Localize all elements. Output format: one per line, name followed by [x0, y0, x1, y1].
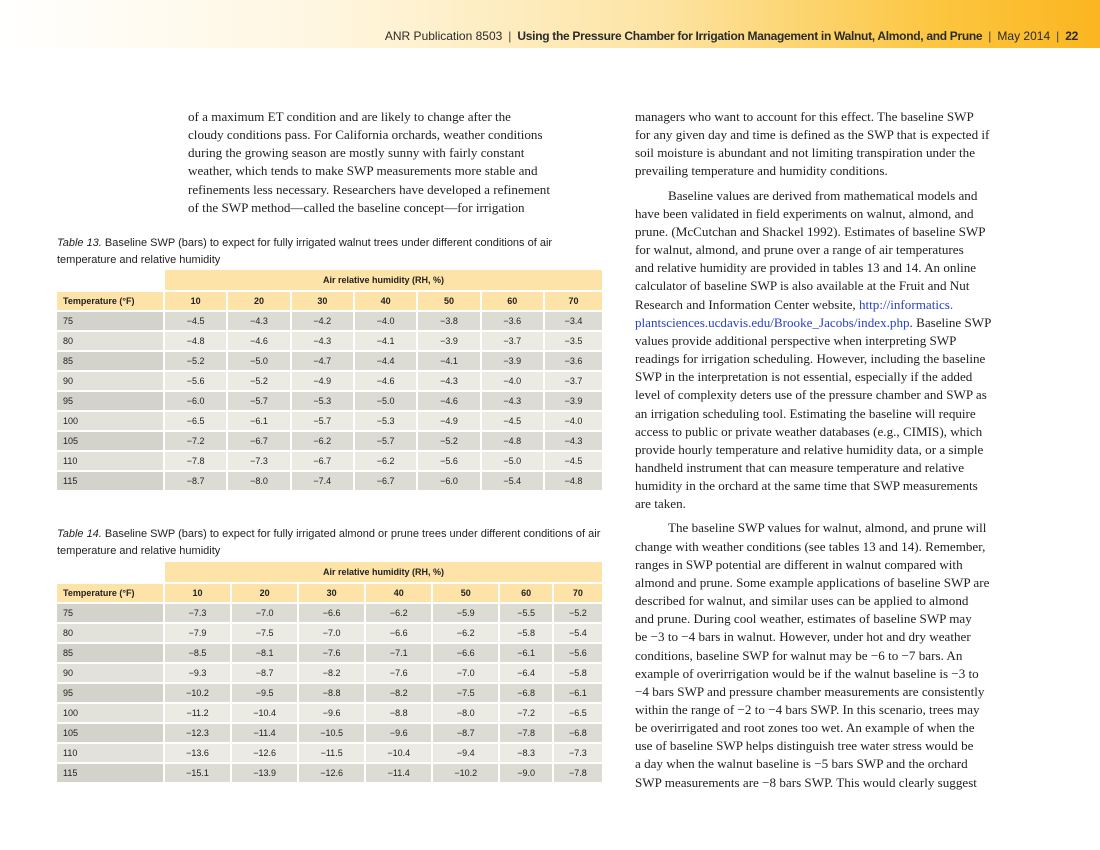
- text-line: conditions, baseline SWP for walnut may be −6 to −7 bars. An: [635, 647, 963, 663]
- text-line: soil moisture is abundant and not limiting transpiration under the: [635, 145, 976, 161]
- swp-value-cell: −8.0: [228, 472, 291, 492]
- temperature-cell: 85: [57, 644, 165, 664]
- text-line: provide hourly temperature and relative humidity data, or a simple: [635, 441, 984, 457]
- table-corner: [57, 270, 165, 292]
- swp-value-cell: −6.8: [554, 724, 602, 744]
- table-row: [57, 372, 602, 392]
- swp-value-cell: −8.3: [500, 744, 554, 764]
- text-line: described for walnut, and similar uses can be applied to almond: [635, 593, 969, 609]
- text-line: access to public or private weather databases (e.g., CIMIS), which: [635, 423, 983, 439]
- swp-value-cell: −5.4: [482, 472, 545, 492]
- text-line: be overirrigated and root zones too wet. An example of when the: [635, 720, 975, 736]
- swp-value-cell: −5.2: [554, 604, 602, 624]
- temperature-cell: 90: [57, 664, 165, 684]
- right-column-text: [635, 108, 1045, 792]
- swp-value-cell: −7.4: [292, 472, 355, 492]
- text-line: managers who want to account for this effect. The baseline SWP: [635, 109, 974, 124]
- swp-value-cell: −11.5: [299, 744, 366, 764]
- swp-value-cell: −6.1: [228, 412, 291, 432]
- text-line: and prune. During cool weather, estimates of baseline SWP may: [635, 611, 972, 627]
- swp-value-cell: −11.4: [366, 764, 433, 784]
- column-header: 60: [482, 292, 545, 312]
- table-row: [57, 664, 602, 684]
- swp-value-cell: −6.6: [433, 644, 500, 664]
- swp-value-cell: −5.4: [554, 624, 602, 644]
- swp-value-cell: −4.3: [482, 392, 545, 412]
- swp-value-cell: −9.3: [165, 664, 232, 684]
- text-line: use of baseline SWP helps distinguish tree water stress would be: [635, 738, 974, 754]
- swp-value-cell: −5.0: [355, 392, 418, 412]
- table13-caption-text: Baseline SWP (bars) to expect for fully irrigated walnut trees under different conditions of air temperature and relative humidity: [57, 237, 553, 266]
- table14-caption-label: Table 14.: [57, 528, 102, 540]
- swp-value-cell: −15.1: [165, 764, 232, 784]
- swp-value-cell: −4.1: [418, 352, 481, 372]
- swp-value-cell: −3.6: [482, 312, 545, 332]
- swp-value-cell: −8.2: [366, 684, 433, 704]
- swp-value-cell: −4.5: [482, 412, 545, 432]
- swp-value-cell: −8.1: [232, 644, 299, 664]
- temperature-cell: 110: [57, 452, 165, 472]
- swp-value-cell: −10.4: [366, 744, 433, 764]
- swp-value-cell: −11.4: [232, 724, 299, 744]
- table14-caption: [57, 526, 602, 559]
- text-line: cloudy conditions pass. For California orchards, weather conditions: [188, 127, 543, 143]
- baseline-calculator-link[interactable]: http://informatics.: [858, 296, 954, 312]
- temperature-cell: 100: [57, 412, 165, 432]
- table-row: [57, 684, 602, 704]
- swp-value-cell: −5.7: [228, 392, 291, 412]
- swp-value-cell: −6.1: [500, 644, 554, 664]
- column-header: 20: [228, 292, 291, 312]
- swp-value-cell: −12.6: [232, 744, 299, 764]
- swp-value-cell: −5.3: [292, 392, 355, 412]
- swp-value-cell: −6.0: [418, 472, 481, 492]
- temperature-cell: 115: [57, 764, 165, 784]
- text-line: refinements less necessary. Researchers have developed a refinement: [188, 181, 550, 197]
- swp-value-cell: −8.2: [299, 664, 366, 684]
- swp-value-cell: −6.2: [366, 604, 433, 624]
- publication-date: May 2014: [997, 29, 1051, 43]
- swp-value-cell: −9.6: [366, 724, 433, 744]
- table13-caption-label: Table 13.: [57, 237, 102, 249]
- text-line: handheld instrument that can measure temperature and relative: [635, 459, 965, 475]
- column-header: 70: [545, 292, 602, 312]
- text-line: weather, which tends to make SWP measurements more stable and: [188, 163, 538, 179]
- temperature-cell: 80: [57, 332, 165, 352]
- swp-value-cell: −5.3: [355, 412, 418, 432]
- swp-value-cell: −7.3: [165, 604, 232, 624]
- text-line: for any given day and time is defined as the SWP that is expected if: [635, 127, 990, 143]
- text-line: example of overirrigation would be if the walnut baseline is −3 to: [635, 665, 979, 681]
- text-fragment: . Baseline SWP: [909, 314, 992, 330]
- temperature-cell: 105: [57, 432, 165, 452]
- text-line: change with weather conditions (see tables 13 and 14). Remember,: [635, 538, 986, 554]
- table13-walnut-baseline-swp: [57, 270, 602, 492]
- swp-value-cell: −4.6: [418, 392, 481, 412]
- swp-value-cell: −3.6: [545, 352, 602, 372]
- text-line: be −3 to −4 bars in walnut. However, under hot and dry weather: [635, 629, 971, 645]
- table-row: [57, 764, 602, 784]
- column-header: 40: [366, 584, 433, 604]
- swp-value-cell: −6.5: [554, 704, 602, 724]
- column-header: 30: [292, 292, 355, 312]
- swp-value-cell: −8.7: [433, 724, 500, 744]
- swp-value-cell: −6.8: [500, 684, 554, 704]
- table-row: [57, 312, 602, 332]
- swp-value-cell: −12.6: [299, 764, 366, 784]
- rh-column-group-header: Air relative humidity (RH, %): [165, 562, 602, 584]
- table-row: [57, 472, 602, 492]
- swp-value-cell: −4.3: [228, 312, 291, 332]
- paragraph-baseline-definition: [635, 108, 1045, 181]
- table14-almond-prune-baseline-swp: [57, 562, 602, 784]
- text-line: SWP measurements are −8 bars SWP. This would clearly suggest: [635, 774, 977, 790]
- swp-value-cell: −4.0: [482, 372, 545, 392]
- swp-value-cell: −10.4: [232, 704, 299, 724]
- swp-value-cell: −4.9: [292, 372, 355, 392]
- table-row: [57, 352, 602, 372]
- swp-value-cell: −7.2: [500, 704, 554, 724]
- temperature-cell: 110: [57, 744, 165, 764]
- swp-value-cell: −5.0: [228, 352, 291, 372]
- swp-value-cell: −9.6: [299, 704, 366, 724]
- swp-value-cell: −8.7: [232, 664, 299, 684]
- swp-value-cell: −4.1: [355, 332, 418, 352]
- swp-value-cell: −4.2: [292, 312, 355, 332]
- swp-value-cell: −7.0: [433, 664, 500, 684]
- column-header: 30: [299, 584, 366, 604]
- text-line: a day when the walnut baseline is −5 bars SWP and the orchard: [635, 756, 968, 772]
- page-number: 22: [1065, 29, 1078, 43]
- text-line: prevailing temperature and humidity conditions.: [635, 163, 888, 179]
- temperature-cell: 75: [57, 312, 165, 332]
- text-line: are taken.: [635, 496, 686, 512]
- swp-value-cell: −5.7: [292, 412, 355, 432]
- swp-value-cell: −4.6: [355, 372, 418, 392]
- swp-value-cell: −3.9: [545, 392, 602, 412]
- swp-value-cell: −5.6: [554, 644, 602, 664]
- table14-caption-text: Baseline SWP (bars) to expect for fully irrigated almond or prune trees under different conditions of air temperature and relative humidity: [57, 528, 601, 557]
- temperature-cell: 105: [57, 724, 165, 744]
- swp-value-cell: −5.9: [433, 604, 500, 624]
- column-header: 10: [165, 292, 228, 312]
- temperature-header: Temperature (°F): [57, 584, 165, 604]
- swp-value-cell: −3.9: [418, 332, 481, 352]
- swp-value-cell: −4.8: [482, 432, 545, 452]
- swp-value-cell: −5.2: [228, 372, 291, 392]
- swp-value-cell: −7.3: [228, 452, 291, 472]
- swp-value-cell: −5.5: [500, 604, 554, 624]
- swp-value-cell: −6.7: [292, 452, 355, 472]
- swp-value-cell: −12.3: [165, 724, 232, 744]
- swp-value-cell: −7.6: [299, 644, 366, 664]
- swp-value-cell: −8.8: [366, 704, 433, 724]
- text-line: level of complexity deters use of the pressure chamber and SWP as: [635, 387, 987, 403]
- header-separator: |: [1056, 29, 1060, 43]
- swp-value-cell: −9.0: [500, 764, 554, 784]
- temperature-cell: 95: [57, 684, 165, 704]
- baseline-calculator-link-continued[interactable]: plantsciences.ucdavis.edu/Brooke_Jacobs/index.php: [635, 314, 910, 330]
- temperature-cell: 115: [57, 472, 165, 492]
- swp-value-cell: −7.5: [232, 624, 299, 644]
- text-line: values provide additional perspective when interpreting SWP: [635, 332, 957, 348]
- swp-value-cell: −6.1: [554, 684, 602, 704]
- swp-value-cell: −5.6: [418, 452, 481, 472]
- swp-value-cell: −7.5: [433, 684, 500, 704]
- swp-value-cell: −6.0: [165, 392, 228, 412]
- swp-value-cell: −8.8: [299, 684, 366, 704]
- swp-value-cell: −6.4: [500, 664, 554, 684]
- swp-value-cell: −8.7: [165, 472, 228, 492]
- swp-value-cell: −4.3: [292, 332, 355, 352]
- text-line: ranges in SWP potential are different in walnut compared with: [635, 556, 963, 572]
- table-row: [57, 604, 602, 624]
- swp-value-cell: −9.5: [232, 684, 299, 704]
- rh-column-group-header: Air relative humidity (RH, %): [165, 270, 602, 292]
- swp-value-cell: −5.2: [165, 352, 228, 372]
- table-row: [57, 724, 602, 744]
- swp-value-cell: −4.8: [545, 472, 602, 492]
- paragraph-baseline-values: [635, 187, 1045, 514]
- swp-value-cell: −6.7: [228, 432, 291, 452]
- swp-value-cell: −7.0: [232, 604, 299, 624]
- paragraph-baseline-examples: [635, 519, 1045, 791]
- text-line: of a maximum ET condition and are likely to change after the: [188, 109, 511, 124]
- text-line: humidity in the orchard at the same time that SWP measurements: [635, 478, 978, 494]
- swp-value-cell: −7.9: [165, 624, 232, 644]
- swp-value-cell: −3.9: [482, 352, 545, 372]
- swp-value-cell: −6.5: [165, 412, 228, 432]
- column-header: 10: [165, 584, 232, 604]
- table-row: [57, 412, 602, 432]
- swp-value-cell: −4.3: [545, 432, 602, 452]
- swp-value-cell: −6.2: [355, 452, 418, 472]
- temperature-cell: 80: [57, 624, 165, 644]
- table-row: [57, 644, 602, 664]
- publication-title: Using the Pressure Chamber for Irrigation Management in Walnut, Almond, and Prune: [517, 29, 983, 43]
- swp-value-cell: −4.7: [292, 352, 355, 372]
- header-separator: |: [508, 29, 512, 43]
- swp-value-cell: −6.6: [366, 624, 433, 644]
- swp-value-cell: −6.7: [355, 472, 418, 492]
- swp-value-cell: −7.0: [299, 624, 366, 644]
- text-line: almond and prune. Some example applications of baseline SWP are: [635, 574, 990, 590]
- column-header: 60: [500, 584, 554, 604]
- text-line: −4 bars SWP and pressure chamber measurements are consistently: [635, 683, 985, 699]
- text-line: readings for irrigation scheduling. However, including the baseline: [635, 351, 986, 367]
- swp-value-cell: −4.5: [165, 312, 228, 332]
- swp-value-cell: −5.2: [418, 432, 481, 452]
- temperature-header: Temperature (°F): [57, 292, 165, 312]
- swp-value-cell: −3.4: [545, 312, 602, 332]
- swp-value-cell: −8.0: [433, 704, 500, 724]
- swp-value-cell: −11.2: [165, 704, 232, 724]
- swp-value-cell: −10.5: [299, 724, 366, 744]
- swp-value-cell: −9.4: [433, 744, 500, 764]
- swp-value-cell: −4.0: [545, 412, 602, 432]
- temperature-cell: 95: [57, 392, 165, 412]
- swp-value-cell: −13.9: [232, 764, 299, 784]
- swp-value-cell: −5.8: [554, 664, 602, 684]
- swp-value-cell: −7.8: [165, 452, 228, 472]
- swp-value-cell: −3.7: [545, 372, 602, 392]
- swp-value-cell: −4.3: [418, 372, 481, 392]
- swp-value-cell: −8.5: [165, 644, 232, 664]
- column-header: 50: [418, 292, 481, 312]
- text-line: SWP in the interpretation is not essential, especially if the added: [635, 369, 973, 385]
- swp-value-cell: −13.6: [165, 744, 232, 764]
- column-header: 40: [355, 292, 418, 312]
- table-row: [57, 392, 602, 412]
- column-header: 50: [433, 584, 500, 604]
- temperature-cell: 100: [57, 704, 165, 724]
- swp-value-cell: −7.8: [500, 724, 554, 744]
- swp-value-cell: −3.7: [482, 332, 545, 352]
- swp-value-cell: −5.8: [500, 624, 554, 644]
- swp-value-cell: −4.5: [545, 452, 602, 472]
- swp-value-cell: −3.5: [545, 332, 602, 352]
- text-line: The baseline SWP values for walnut, almond, and prune will: [668, 520, 987, 536]
- swp-value-cell: −5.6: [165, 372, 228, 392]
- text-line: and relative humidity are provided in tables 13 and 14. An online: [635, 260, 977, 276]
- text-line: of the SWP method—called the baseline concept—for irrigation: [188, 199, 525, 215]
- swp-value-cell: −10.2: [433, 764, 500, 784]
- text-line: [635, 314, 1045, 332]
- table-row: [57, 744, 602, 764]
- header-separator: |: [988, 29, 992, 43]
- swp-value-cell: −6.6: [299, 604, 366, 624]
- swp-value-cell: −7.8: [554, 764, 602, 784]
- text-line: Baseline values are derived from mathematical models and: [668, 187, 978, 203]
- column-header: 70: [554, 584, 602, 604]
- swp-value-cell: −7.3: [554, 744, 602, 764]
- swp-value-cell: −7.2: [165, 432, 228, 452]
- table-row: [57, 432, 602, 452]
- running-header: [385, 29, 1078, 43]
- swp-value-cell: −5.0: [482, 452, 545, 472]
- swp-value-cell: −4.9: [418, 412, 481, 432]
- swp-value-cell: −3.8: [418, 312, 481, 332]
- text-line: an irrigation scheduling tool. Estimating the baseline will require: [635, 405, 976, 421]
- swp-value-cell: −4.4: [355, 352, 418, 372]
- text-line: within the range of −2 to −4 bars SWP. In this scenario, trees may: [635, 702, 980, 717]
- swp-value-cell: −5.7: [355, 432, 418, 452]
- temperature-cell: 90: [57, 372, 165, 392]
- left-column-paragraph: [188, 108, 600, 217]
- text-line: during the growing season are mostly sunny with fairly constant: [188, 145, 525, 161]
- text-line: prune. (McCutchan and Shackel 1992). Estimates of baseline SWP: [635, 223, 986, 239]
- table-row: [57, 624, 602, 644]
- swp-value-cell: −4.6: [228, 332, 291, 352]
- table-row: [57, 452, 602, 472]
- swp-value-cell: −4.0: [355, 312, 418, 332]
- swp-value-cell: −10.2: [165, 684, 232, 704]
- swp-value-cell: −4.8: [165, 332, 228, 352]
- column-header: 20: [232, 584, 299, 604]
- table-row: [57, 704, 602, 724]
- text-line: for walnut, almond, and prune over a range of air temperatures: [635, 242, 964, 258]
- swp-value-cell: −7.1: [366, 644, 433, 664]
- text-line: calculator of baseline SWP is also available at the Fruit and Nut: [635, 278, 970, 294]
- publication-number: ANR Publication 8503: [384, 29, 503, 43]
- table-row: [57, 332, 602, 352]
- table13-caption: [57, 235, 602, 268]
- table-corner: [57, 562, 165, 584]
- text-line: have been validated in field experiments on walnut, almond, and: [635, 205, 974, 221]
- swp-value-cell: −6.2: [433, 624, 500, 644]
- temperature-cell: 75: [57, 604, 165, 624]
- text-line: [635, 296, 1045, 314]
- temperature-cell: 85: [57, 352, 165, 372]
- swp-value-cell: −7.6: [366, 664, 433, 684]
- swp-value-cell: −6.2: [292, 432, 355, 452]
- text-fragment: Research and Information Center website,: [635, 296, 859, 312]
